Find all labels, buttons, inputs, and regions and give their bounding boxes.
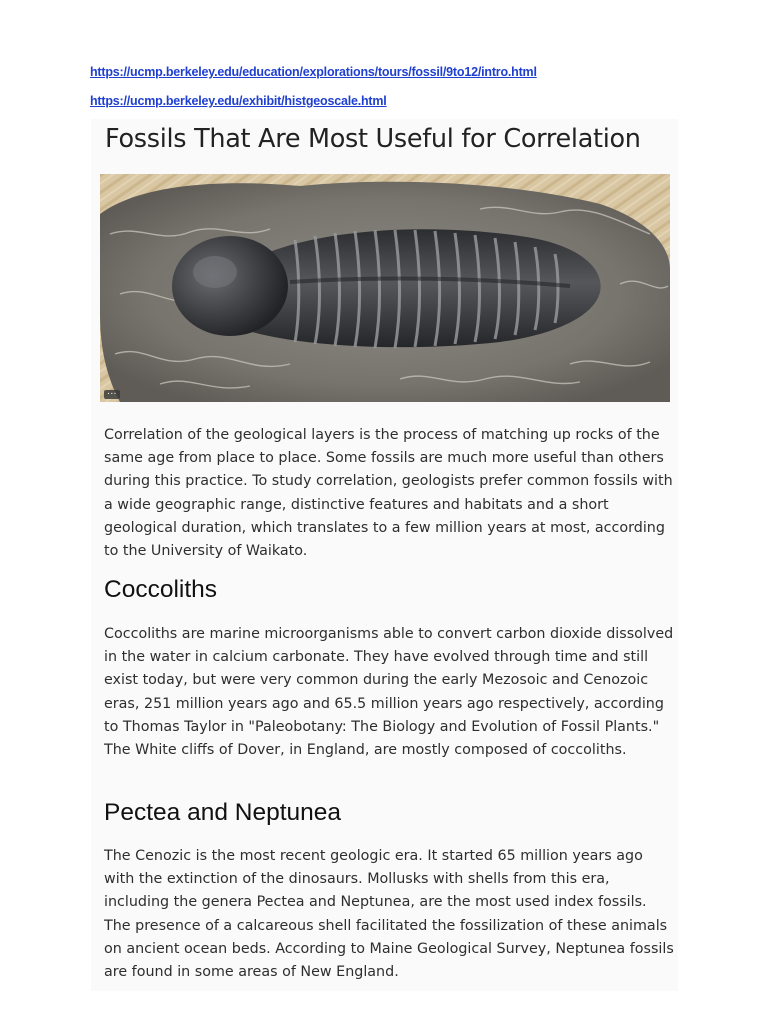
page-title: Fossils That Are Most Useful for Correlation (105, 124, 641, 154)
section-body-pectea-neptunea: The Cenozic is the most recent geologic era. It started 65 million years ago with the extinction of the dinosaurs. Mollusks with shells from this era, including the genera Pectea and Neptunea, are the most used index fossils. The presence of a calcareous shell facilitated the fossilization of these animals on ancient ocean beds. According to Maine Geological Survey, Neptunea fossils are found in some areas of New England. (104, 848, 674, 981)
section-heading-pectea-neptunea: Pectea and Neptunea (104, 799, 342, 826)
image-more-icon[interactable]: ... (104, 390, 120, 399)
section-body-coccoliths: Coccoliths are marine microorganisms able to convert carbon dioxide dissolved in the water in calcium carbonate. They have evolved through time and still exist today, but were very common during the early Mezosoic and Cenozoic eras, 251 million years ago and 65.5 million years ago respectively, according to Thomas Taylor in "Paleobotany: The Biology and Evolution of Fossil Plants." The White cliffs of Dover, in England, are mostly composed of coccoliths. (104, 626, 674, 759)
intro-paragraph: Correlation of the geological layers is the process of matching up rocks of the same age from place to place. Some fossils are much more useful than others during this practice. To study correlation, geologists prefer common fossils with a wide geographic range, distinctive features and habitats and a short geological duration, which translates to a few million years at most, according to the University of Waikato. (104, 427, 673, 560)
trilobite-fossil-image (100, 174, 670, 402)
ucmp-geoscale-link[interactable]: https://ucmp.berkeley.edu/exhibit/histgeoscale.html (90, 94, 387, 108)
ucmp-fossil-tour-link[interactable]: https://ucmp.berkeley.edu/education/explorations/tours/fossil/9to12/intro.html (90, 65, 537, 79)
section-heading-coccoliths: Coccoliths (104, 576, 218, 603)
